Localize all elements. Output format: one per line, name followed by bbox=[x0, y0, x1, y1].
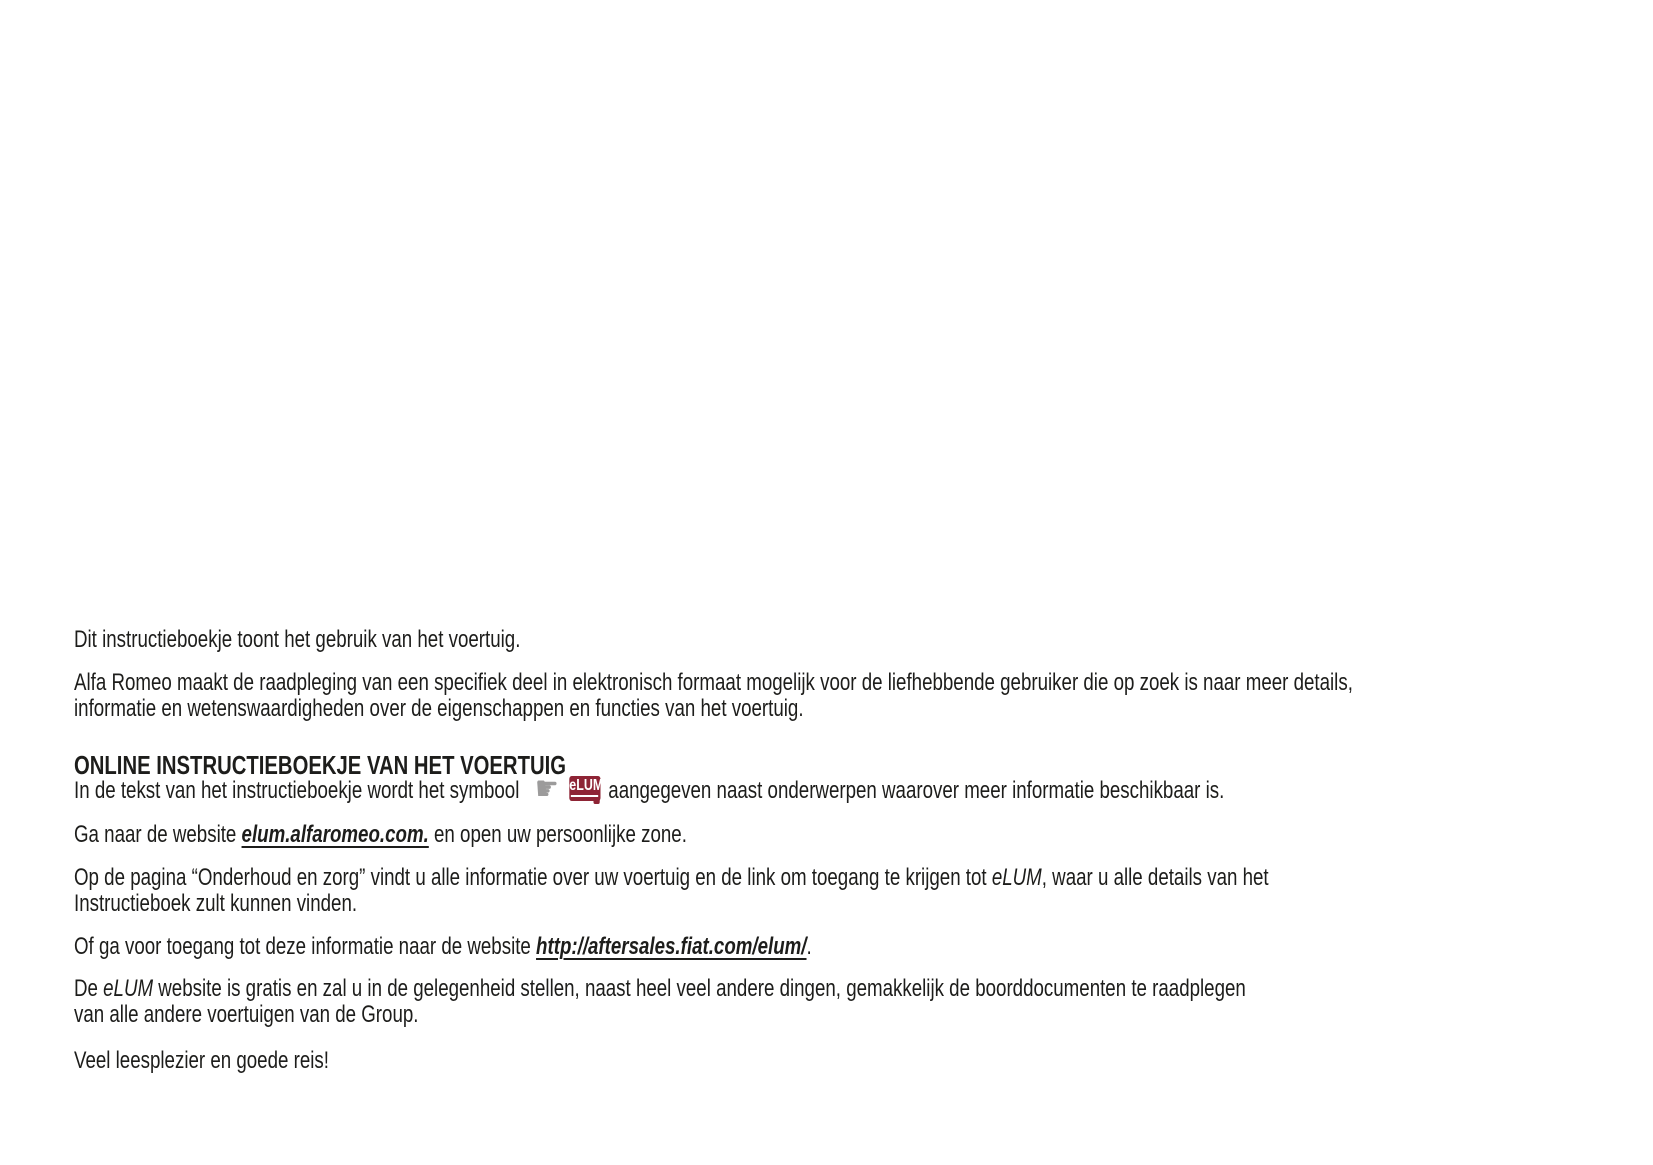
paragraph-vehicle-usage bbox=[74, 627, 1634, 653]
section-heading-online-manual: ONLINE INSTRUCTIEBOEKJE VAN HET VOERTUIG bbox=[74, 750, 567, 780]
website-sentence-after: en open uw persoonlijke zone. bbox=[428, 821, 687, 848]
elum-book-label: eLUM bbox=[569, 777, 604, 794]
text-line: van alle andere voertuigen van de Group. bbox=[74, 1001, 419, 1028]
aftersales-sentence-period: . bbox=[806, 933, 812, 960]
symbol-sentence-before: In de tekst van het instructieboekje wordt het symbool bbox=[74, 777, 520, 804]
aftersales-sentence-before: Of ga voor toegang tot deze informatie naar de website bbox=[74, 933, 537, 960]
maintenance-sentence-after: , waar u alle details van het bbox=[1041, 864, 1269, 891]
paragraph-maintenance-page bbox=[74, 865, 1634, 917]
text-line: informatie en wetenswaardigheden over de eigenschappen en functies van het voertuig. bbox=[74, 695, 804, 722]
paragraph-symbol-explanation bbox=[74, 769, 1634, 809]
paragraph-vehicle-usage-text: Dit instructieboekje toont het gebruik van het voertuig. bbox=[74, 626, 521, 653]
manual-text-block bbox=[74, 627, 1634, 1074]
elum-book-bookmark bbox=[593, 799, 599, 804]
paragraph-website bbox=[74, 822, 1634, 848]
text-line bbox=[74, 865, 1634, 891]
elum-alfaromeo-link[interactable]: elum.alfaromeo.com. bbox=[241, 821, 429, 848]
maintenance-sentence-before: Op de pagina “Onderhoud en zorg” vindt u alle informatie over uw voertuig en de link om toegang te krijgen tot bbox=[74, 864, 992, 891]
text-line: Instructieboek zult kunnen vinden. bbox=[74, 890, 358, 917]
paragraph-alfa-romeo-intro bbox=[74, 670, 1634, 722]
elum-italic-text: eLUM bbox=[103, 975, 154, 1002]
symbol-sentence-after: aangegeven naast onderwerpen waarover meer informatie beschikbaar is. bbox=[608, 777, 1225, 804]
elum-italic-text: eLUM bbox=[991, 864, 1042, 891]
paragraph-aftersales bbox=[74, 934, 1634, 960]
aftersales-fiat-link[interactable]: http://aftersales.fiat.com/elum/ bbox=[536, 933, 807, 960]
paragraph-elum-free bbox=[74, 976, 1634, 1028]
pointing-hand-icon: ☛ bbox=[534, 769, 559, 809]
text-line: Alfa Romeo maakt de raadpleging van een specifiek deel in elektronisch formaat mogelijk voor de liefhebbende gebruiker die op zoek is naar meer details, bbox=[74, 669, 1353, 696]
elum-free-de: De bbox=[74, 975, 104, 1002]
closing-text: Veel leesplezier en goede reis! bbox=[74, 1047, 329, 1074]
paragraph-closing bbox=[74, 1048, 1634, 1074]
elum-book-icon bbox=[569, 776, 604, 801]
text-line bbox=[74, 976, 1634, 1002]
website-sentence-before: Ga naar de website bbox=[74, 821, 242, 848]
elum-book-pages-line bbox=[571, 795, 598, 797]
elum-free-rest: website is gratis en zal u in de gelegenheid stellen, naast heel veel andere dingen, gemakkelijk de boorddocumenten te raadplegen bbox=[153, 975, 1246, 1002]
